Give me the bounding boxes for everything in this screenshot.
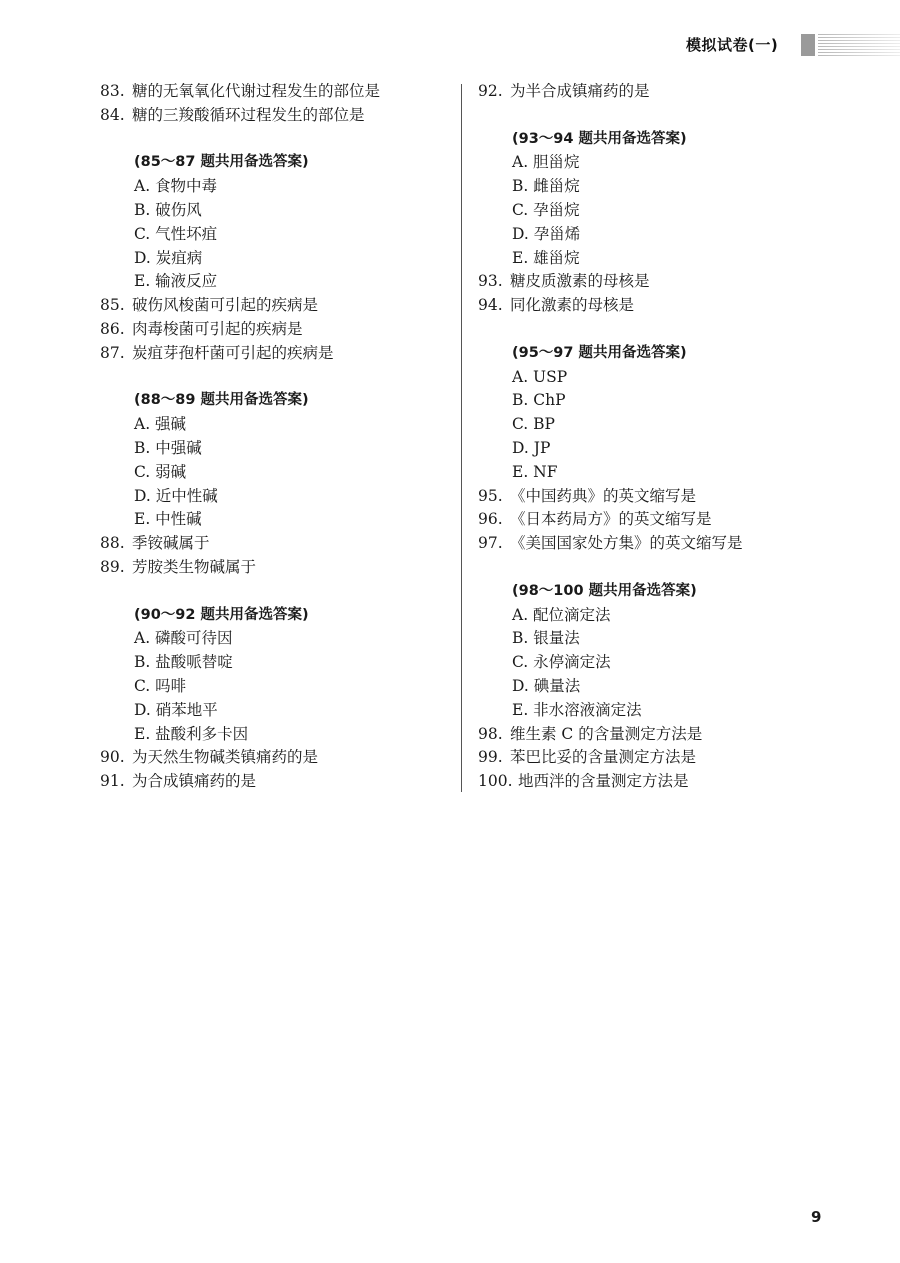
option-b: B. 银量法 (512, 629, 580, 648)
question-100: 100. 地西泮的含量测定方法是 (478, 772, 689, 791)
option-d: D. 近中性碱 (134, 486, 218, 505)
group-title-98-100: (98～100 题共用备选答案) (512, 582, 697, 599)
group-title-95-97: (95～97 题共用备选答案) (512, 344, 687, 361)
question-86: 86. 肉毒梭菌可引起的疾病是 (100, 319, 303, 338)
question-95: 95. 《中国药典》的英文缩写是 (478, 486, 697, 505)
option-b: B. 破伤风 (134, 200, 202, 219)
header-decoration-block (801, 34, 815, 56)
option-d: D. 碘量法 (512, 676, 581, 695)
option-c: C. 弱碱 (134, 462, 187, 481)
question-84: 84. 糖的三羧酸循环过程发生的部位是 (100, 105, 365, 124)
group-title-88-89: (88～89 题共用备选答案) (134, 392, 309, 409)
option-c: C. 孕甾烷 (512, 200, 580, 219)
option-a: A. 食物中毒 (134, 177, 218, 196)
question-96: 96. 《日本药局方》的英文缩写是 (478, 510, 712, 529)
question-94: 94. 同化激素的母核是 (478, 296, 635, 315)
option-e: E. 非水溶液滴定法 (512, 700, 642, 719)
option-d: D. 硝苯地平 (134, 700, 218, 719)
left-column (100, 80, 450, 794)
question-91: 91. 为合成镇痛药的是 (100, 772, 257, 791)
option-b: B. 中强碱 (134, 438, 202, 457)
question-89: 89. 芳胺类生物碱属于 (100, 557, 257, 576)
option-e: E. 输液反应 (134, 272, 218, 291)
question-92: 92. 为半合成镇痛药的是 (478, 82, 650, 100)
option-b: B. ChP (512, 391, 566, 410)
option-e: E. 盐酸利多卡因 (134, 724, 249, 743)
group-title-90-92: (90～92 题共用备选答案) (134, 606, 309, 623)
option-a: A. USP (512, 367, 568, 386)
option-b: B. 雌甾烷 (512, 177, 580, 196)
question-90: 90. 为天然生物碱类镇痛药的是 (100, 748, 319, 767)
option-d: D. 炭疽病 (134, 248, 203, 267)
option-b: B. 盐酸哌替啶 (134, 653, 233, 672)
option-a: A. 磷酸可待因 (134, 629, 233, 648)
question-97: 97. 《美国国家处方集》的英文缩写是 (478, 534, 743, 553)
option-a: A. 配位滴定法 (512, 605, 611, 624)
option-d: D. 孕甾烯 (512, 224, 581, 243)
option-c: C. 气性坏疽 (134, 224, 218, 243)
page-number: 9 (811, 1208, 822, 1226)
option-e: E. NF (512, 462, 558, 481)
option-a: A. 强碱 (134, 415, 187, 434)
group-title-93-94: (93～94 题共用备选答案) (512, 130, 687, 147)
question-93: 93. 糖皮质激素的母核是 (478, 272, 650, 291)
option-d: D. JP (512, 438, 551, 457)
page-header-title: 模拟试卷(一) (686, 36, 779, 54)
option-e: E. 中性碱 (134, 510, 202, 529)
question-99: 99. 苯巴比妥的含量测定方法是 (478, 748, 697, 767)
column-divider (461, 84, 462, 792)
question-83: 83. 糖的无氧氧化代谢过程发生的部位是 (100, 82, 381, 100)
question-88: 88. 季铵碱属于 (100, 534, 210, 553)
question-98: 98. 维生素 C 的含量测定方法是 (478, 724, 703, 743)
question-87: 87. 炭疽芽孢杆菌可引起的疾病是 (100, 343, 334, 362)
group-title-85-87: (85～87 题共用备选答案) (134, 154, 309, 171)
question-85: 85. 破伤风梭菌可引起的疾病是 (100, 296, 319, 315)
option-c: C. 吗啡 (134, 676, 187, 695)
option-c: C. BP (512, 415, 555, 434)
option-c: C. 永停滴定法 (512, 653, 611, 672)
right-column (478, 80, 878, 794)
option-e: E. 雄甾烷 (512, 248, 580, 267)
header-decoration-lines (818, 34, 900, 56)
option-a: A. 胆甾烷 (512, 153, 580, 172)
